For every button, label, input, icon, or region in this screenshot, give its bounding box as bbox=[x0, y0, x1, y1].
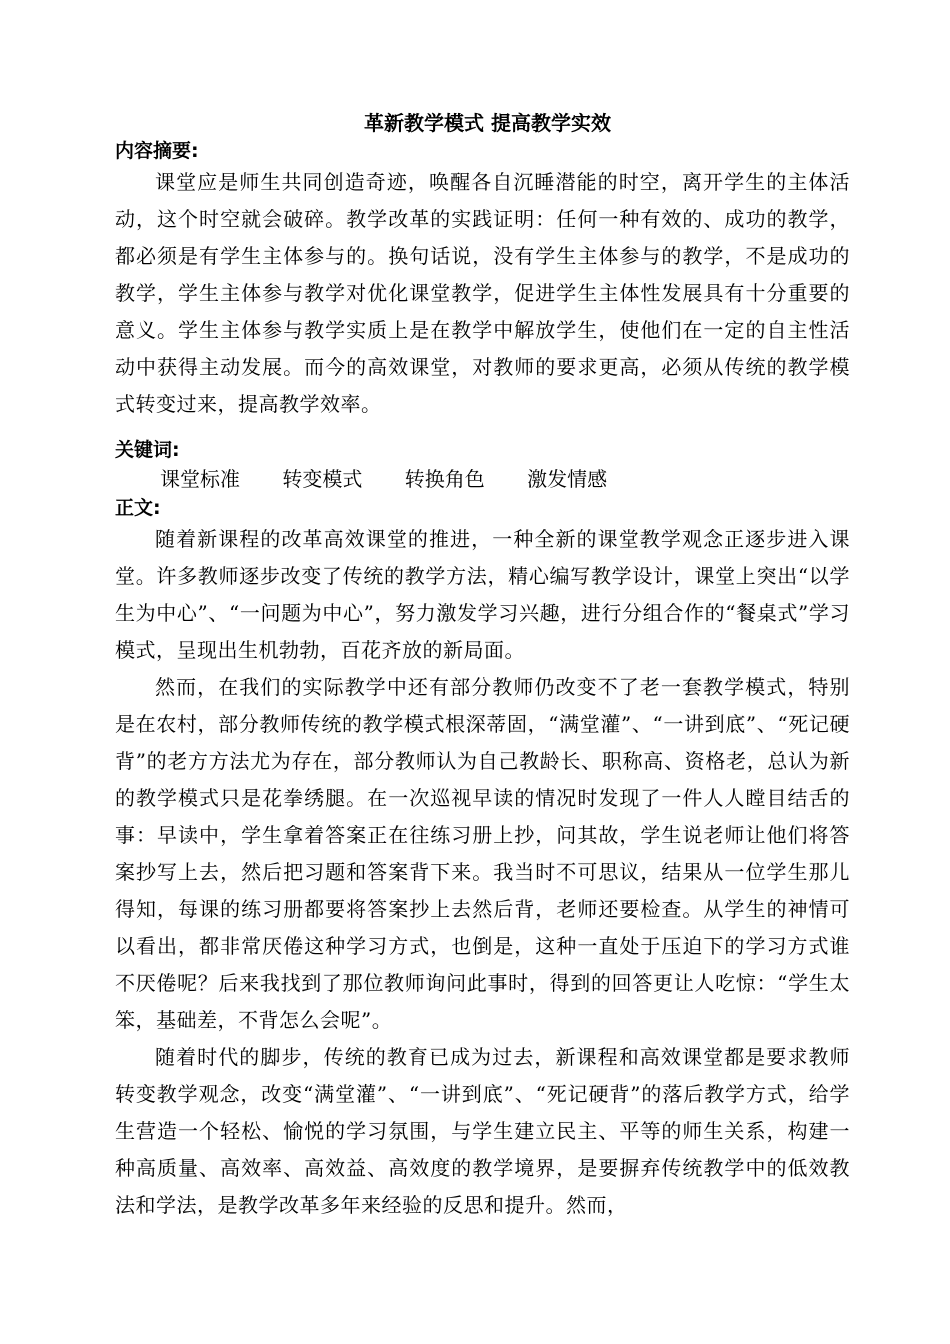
keywords-heading: 关键词: bbox=[115, 439, 180, 461]
document-page bbox=[115, 108, 850, 1224]
keyword-item: 转换角色 bbox=[404, 467, 485, 491]
body-paragraph: 然而，在我们的实际教学中还有部分教师仍改变不了老一套教学模式，特别是在农村，部分教师传统的教学模式根深蒂固，“满堂灌”、“一讲到底”、“死记硬背”的老方方法尤为存在，部分教师认为自己教龄长、职称高、资格老，总认为新的教学模式只是花拳绣腿。在一次巡视早读的情况时发现了一件人人瞠目结舌的事：早读中，学生拿着答案正在往练习册上抄，问其故，学生说老师让他们将答案抄写上去，然后把习题和答案背下来。我当时不可思议，结果从一位学生那儿得知，每课的练习册都要将答案抄上去然后背，老师还要检查。从学生的神情可以看出，都非常厌倦这种学习方式，也倒是，这种一直处于压迫下的学习方式谁不厌倦呢？后来我找到了那位教师询问此事时，得到的回答更让人吃惊：“学生太笨，基础差，不背怎么会呢”。 bbox=[115, 675, 850, 1032]
document-title: 革新教学模式 提高教学实效 bbox=[364, 111, 611, 135]
abstract-heading: 内容摘要: bbox=[115, 140, 199, 162]
body-paragraph: 随着新课程的改革高效课堂的推进，一种全新的课堂教学观念正逐步进入课堂。许多教师逐步改变了传统的教学方法，精心编写教学设计，课堂上突出“以学生为中心”、“一问题为中心”，努力激发学习兴趣，进行分组合作的“餐桌式”学习模式，呈现出生机勃勃，百花齐放的新局面。 bbox=[115, 527, 850, 662]
keyword-item: 激发情感 bbox=[527, 467, 608, 491]
keywords-list bbox=[115, 463, 850, 495]
keyword-item: 转变模式 bbox=[282, 467, 363, 491]
body-paragraph: 随着时代的脚步，传统的教育已成为过去，新课程和高效课堂都是要求教师转变教学观念，改变“满堂灌”、“一讲到底”、“死记硬背”的落后教学方式，给学生营造一个轻松、愉悦的学习氛围，与学生建立民主、平等的师生关系，构建一种高质量、高效率、高效益、高效度的教学境界，是要摒弃传统教学中的低效教法和学法，是教学改革多年来经验的反思和提升。然而， bbox=[115, 1045, 850, 1217]
abstract-text: 课堂应是师生共同创造奇迹，唤醒各自沉睡潜能的时空，离开学生的主体活动，这个时空就会破碎。教学改革的实践证明：任何一种有效的、成功的教学，都必须是有学生主体参与的。换句话说，没有学生主体参与的教学，不是成功的教学，学生主体参与教学对优化课堂教学，促进学生主体性发展具有十分重要的意义。学生主体参与教学实质上是在教学中解放学生，使他们在一定的自主性活动中获得主动发展。而今的高效课堂，对教师的要求更高，必须从传统的教学模式转变过来，提高教学效率。 bbox=[115, 170, 850, 416]
keyword-item: 课堂标准 bbox=[160, 467, 240, 491]
body-heading: 正文: bbox=[115, 497, 161, 519]
